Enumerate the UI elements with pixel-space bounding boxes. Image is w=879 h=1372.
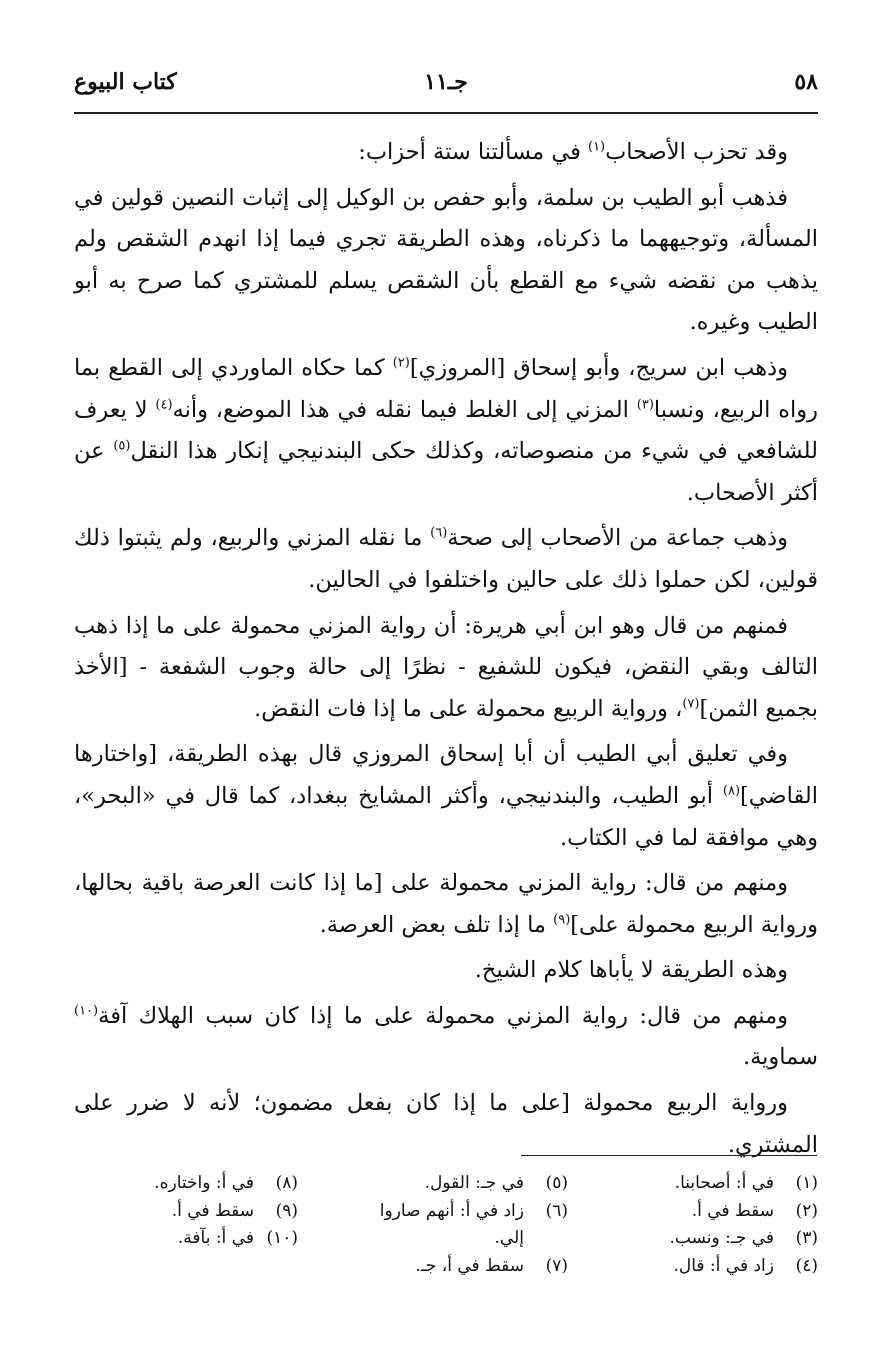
body-text (74, 132, 818, 1170)
footnote-reference: (٣) (636, 397, 654, 413)
footnote-item (74, 1198, 298, 1226)
footnote-number: (١) (795, 1173, 818, 1193)
page-number: ٥٨ (794, 69, 818, 95)
footnote-item (318, 1253, 568, 1281)
text-segment: أبو الطيب، والبندنيجي، وأكثر المشايخ ببغداد، كما قال في «البحر»، وهي موافقة لما في الكتاب. (74, 782, 818, 851)
footnote-reference: (٥) (113, 438, 131, 454)
text-segment: وذهب ابن سريج، وأبو إسحاق [المروزي] (409, 354, 788, 381)
body-paragraph (74, 348, 818, 514)
footnote-reference: (٨) (722, 783, 741, 799)
footnote-reference: (٦) (430, 525, 448, 541)
text-segment: وقد تحزب الأصحاب (605, 139, 788, 165)
body-paragraph (74, 1083, 818, 1166)
text-segment: عن أكثر الأصحاب. (74, 438, 818, 506)
text-segment: ومنهم من قال: رواية المزني محمولة على ما إذا كان سبب الهلاك آفة (98, 1002, 788, 1029)
text-segment: وهذه الطريقة لا يأباها كلام الشيخ. (474, 957, 788, 984)
body-paragraph (74, 132, 818, 174)
footnote-reference: (٩) (553, 912, 571, 928)
footnote-item (318, 1198, 568, 1226)
footnote-item (318, 1225, 568, 1253)
footnote-number: (١٠) (266, 1228, 298, 1248)
footnote-reference: (١٠) (74, 1003, 99, 1019)
footnote-column-3 (74, 1170, 298, 1253)
footnote-text: سقط في أ. (171, 1200, 254, 1221)
footnote-reference: (٤) (155, 397, 173, 413)
footnote-text: في أ: أصحابنا. (674, 1173, 774, 1193)
text-segment: في مسألتنا ستة أحزاب: (358, 139, 588, 165)
text-segment: ما إذا تلف بعض العرصة. (319, 911, 554, 938)
footnote-number: (٤) (795, 1255, 818, 1276)
body-paragraph (74, 734, 818, 859)
footnote-number: (٨) (275, 1173, 298, 1193)
footnote-text: في جـ: القول. (424, 1173, 524, 1193)
footnote-text: في أ: واختاره. (154, 1173, 254, 1193)
text-segment: فذهب أبو الطيب بن سلمة، وأبو حفص بن الوكيل إلى إثبات النصين قولين في المسألة، وتوجيههما ما ذكرناه، وهذه الطريقة تجري فيما إذا انهدم الشقص ولم يذهب من نقضه شيء مع القطع بأن الشقص يسلم للمشتري كما صرح به أبو الطيب وغيره. (74, 184, 818, 336)
footnote-text: سقط في أ، جـ. (415, 1255, 524, 1276)
footnote-text: زاد في أ: قال. (673, 1255, 774, 1276)
footnote-item (598, 1198, 818, 1226)
footnote-number: (٦) (545, 1200, 568, 1221)
text-segment: وذهب جماعة من الأصحاب إلى صحة (447, 525, 788, 552)
footnote-item (74, 1225, 298, 1253)
body-paragraph (74, 863, 818, 946)
body-paragraph (74, 606, 818, 731)
body-paragraph (74, 950, 818, 992)
header-divider (74, 112, 818, 114)
text-segment: ومنهم من قال: رواية المزني محمولة على [ما إذا كانت العرصة باقية بحالها، ورواية الربيع محمولة على] (74, 870, 818, 938)
footnote-item (598, 1253, 818, 1281)
footnote-number: (٩) (275, 1200, 298, 1221)
text-segment: كما حكاه الماوردي إلى القطع بما رواه الربيع، ونسبا (74, 354, 818, 423)
footnote-column-1 (598, 1170, 818, 1280)
footnote-number: (٧) (545, 1255, 568, 1276)
footnote-column-2 (318, 1170, 568, 1280)
footnote-number (524, 1225, 568, 1253)
footnote-number: (٢) (795, 1200, 818, 1221)
text-segment: ما نقله المزني والربيع، ولم يثبتوا ذلك قولين، لكن حملوا ذلك على حالين واختلفوا في الحالين. (74, 525, 818, 593)
footnote-text: سقط في أ. (691, 1200, 774, 1221)
text-segment: سماوية. (742, 1044, 818, 1071)
footnote-text: في أ: بآفة. (177, 1228, 254, 1248)
text-segment: ورواية الربيع محمولة [على ما إذا كان بفعل مضمون؛ لأنه لا ضرر على المشتري. (74, 1090, 818, 1158)
footnote-item (598, 1170, 818, 1198)
text-segment: ، ورواية الربيع محمولة على ما إذا فات النقض. (254, 695, 683, 722)
body-paragraph (74, 996, 818, 1079)
footnote-number: (٥) (545, 1173, 568, 1193)
footnote-text: في جـ: ونسب. (669, 1228, 774, 1248)
book-title: كتاب البيوع (74, 69, 177, 95)
text-segment: لا يعرف للشافعي في شيء من منصوصاته، وكذلك حكى البندنيجي إنكار هذا النقل (74, 396, 818, 465)
footnote-item (598, 1225, 818, 1253)
footnote-item (318, 1170, 568, 1198)
footnote-reference: (٧) (682, 696, 700, 712)
body-paragraph (74, 518, 818, 601)
footnote-reference: (٢) (392, 355, 410, 371)
text-segment: وفي تعليق أبي الطيب أن أبا إسحاق المروزي قال بهذه الطريقة، [واختارها القاضي] (74, 741, 818, 809)
page-header (74, 62, 818, 102)
body-paragraph (74, 178, 818, 344)
footnote-number: (٣) (795, 1228, 818, 1248)
footnote-divider (521, 1155, 817, 1156)
footnote-reference: (١) (587, 139, 606, 155)
footnote-text: إلي. (494, 1228, 524, 1248)
text-segment: فمنهم من قال وهو ابن أبي هريرة: أن رواية المزني محمولة على ما إذا ذهب التالف وبقي النقض، فيكون للشفيع - نظرًا إلى حالة وجوب الشفعة - [الأخذ بجميع الثمن] (74, 612, 818, 722)
volume-label: جـ١١ (424, 69, 468, 95)
footnote-item (74, 1170, 298, 1198)
text-segment: المزني إلى الغلط فيما نقله في هذا الموضع، وأنه (172, 396, 637, 423)
footnote-text: زاد في أ: أنهم صاروا (379, 1200, 524, 1221)
